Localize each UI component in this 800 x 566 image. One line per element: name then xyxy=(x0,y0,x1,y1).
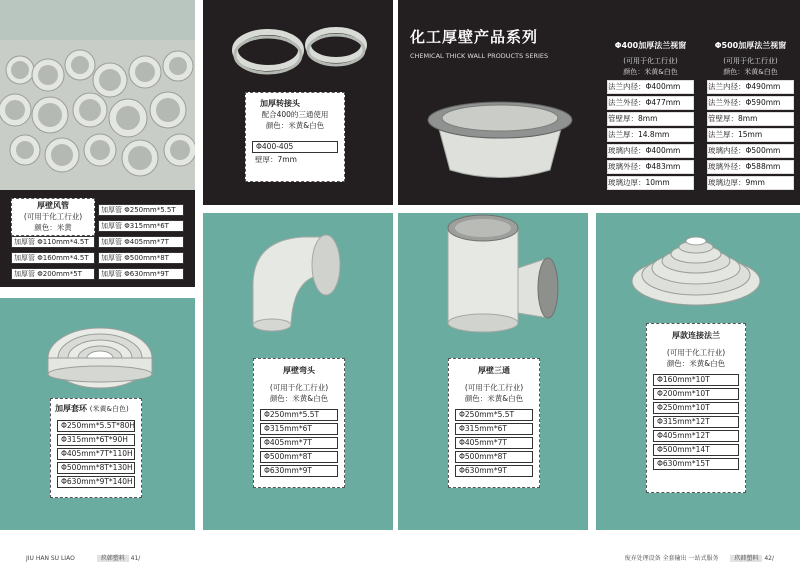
tee-color: 颜色：米黄&白色 xyxy=(464,394,524,403)
flange-stack-illustration xyxy=(626,223,766,313)
adapter-color: 颜色：米黄&白色 xyxy=(265,121,325,130)
duct-item: 加厚管 Φ160mm*4.5T xyxy=(11,252,95,264)
duct-item: 加厚管 Φ630mm*9T xyxy=(98,268,184,280)
duct-title: 厚壁风管 xyxy=(37,201,69,210)
right-footer xyxy=(625,553,774,562)
ring-info-box xyxy=(50,398,142,498)
elbow-title: 厚壁弯头 xyxy=(283,366,315,375)
ring-spec-row: Φ405mm*7T*110H xyxy=(57,448,135,460)
window400-title: Φ400加厚法兰视窗 xyxy=(614,41,687,50)
elbow-spec-row: Φ500mm*8T xyxy=(260,451,338,463)
flange-color: 颜色：米黄&白色 xyxy=(666,359,726,368)
flange-spec-row: Φ315mm*12T xyxy=(653,416,739,428)
right-footer-slogan: 废弃处理设备 全套输出 一站式服务 xyxy=(624,555,719,562)
pipe-stack-photo xyxy=(0,0,195,190)
left-footer-page: 41/ xyxy=(130,555,141,562)
window500-spec-row: 法兰厚：15mm xyxy=(707,128,794,142)
tee-info-box xyxy=(448,358,540,488)
ring-spec-row: Φ250mm*5.5T*80H xyxy=(57,420,135,432)
right-footer-page: 42/ xyxy=(764,555,774,562)
flange-spec-row: Φ500mm*14T xyxy=(653,444,739,456)
adapter-spec-row: 壁厚：7mm xyxy=(252,155,338,167)
window500-spec-row: 玻璃外径：Φ588mm xyxy=(707,160,794,174)
right-footer-name: 玖韩塑料 xyxy=(730,555,762,562)
left-footer-brand: JIU HAN SU LIAO xyxy=(26,555,75,562)
window500-spec-row: 玻璃边厚：9mm xyxy=(707,176,794,190)
flange-spec-row: Φ200mm*10T xyxy=(653,388,739,400)
tee-title: 厚壁三通 xyxy=(478,366,510,375)
duct-color: 颜色：米黄 xyxy=(34,223,72,232)
ring-stack-illustration xyxy=(40,303,160,403)
adapter-panel xyxy=(203,0,393,205)
window400-spec-row: 玻璃边厚：10mm xyxy=(607,176,694,190)
flange-spec-row: Φ250mm*10T xyxy=(653,402,739,414)
window400-spec-row: 法兰厚：14.8mm xyxy=(607,128,694,142)
adapter-desc: 配合400的三通使用 xyxy=(261,110,329,119)
window500-color: 颜色：米黄&白色 xyxy=(723,68,778,76)
adapter-info-box xyxy=(245,92,345,182)
sight-window-illustration xyxy=(420,75,580,185)
duct-item: 加厚管 Φ500mm*8T xyxy=(98,252,184,264)
tee-spec-row: Φ405mm*7T xyxy=(455,437,533,449)
tee-spec-row: Φ630mm*9T xyxy=(455,465,533,477)
elbow-color: 颜色：米黄&白色 xyxy=(269,394,329,403)
flange-spec-row: Φ405mm*12T xyxy=(653,430,739,442)
tee-illustration xyxy=(433,213,563,343)
adapter-title: 加厚转接头 xyxy=(260,99,300,108)
elbow-illustration xyxy=(243,225,363,335)
window500-title: Φ500加厚法兰视窗 xyxy=(714,41,787,50)
duct-item: 加厚管 Φ110mm*4.5T xyxy=(11,236,95,248)
flange-panel xyxy=(596,213,800,530)
series-title-en: CHEMICAL THICK WALL PRODUCTS SERIES xyxy=(410,52,549,60)
flange-spec-row: Φ630mm*15T xyxy=(653,458,739,470)
window500-spec-row: 玻璃内径：Φ500mm xyxy=(707,144,794,158)
left-footer-name: 玖韩塑料 xyxy=(97,555,129,562)
left-footer xyxy=(26,553,140,562)
flange-info-box xyxy=(646,323,746,493)
window400-spec-row: 法兰内径：Φ400mm xyxy=(607,80,694,94)
duct-subtitle: (可用于化工行业) xyxy=(23,212,83,221)
window500-spec-row: 管壁厚：8mm xyxy=(707,112,794,126)
elbow-subtitle: (可用于化工行业) xyxy=(269,383,329,392)
window400-spec-row: 玻璃外径：Φ483mm xyxy=(607,160,694,174)
adapter-rings-illustration xyxy=(203,15,393,95)
tee-spec-row: Φ250mm*5.5T xyxy=(455,409,533,421)
window400-spec-row: 法兰外径：Φ477mm xyxy=(607,96,694,110)
window400-spec-row: 管壁厚：8mm xyxy=(607,112,694,126)
duct-item: 加厚管 Φ405mm*7T xyxy=(98,236,184,248)
series-panel xyxy=(398,0,800,205)
series-title-cn: 化工厚壁产品系列 xyxy=(410,28,539,46)
ring-spec-row: Φ315mm*6T*90H xyxy=(57,434,135,446)
flange-spec-row: Φ160mm*10T xyxy=(653,374,739,386)
ring-title-note: (米黄&白色) xyxy=(89,405,129,413)
pipe-stack-illustration xyxy=(0,0,195,190)
ring-title xyxy=(51,403,141,414)
elbow-spec-row: Φ630mm*9T xyxy=(260,465,338,477)
tee-spec-row: Φ315mm*6T xyxy=(455,423,533,435)
elbow-panel xyxy=(203,213,393,530)
tee-spec-row: Φ500mm*8T xyxy=(455,451,533,463)
ring-spec-row: Φ630mm*9T*140H xyxy=(57,476,135,488)
ring-panel xyxy=(0,298,195,530)
window500-subtitle: (可用于化工行业) xyxy=(723,57,778,65)
tee-panel xyxy=(398,213,588,530)
duct-item: 加厚管 Φ200mm*5T xyxy=(11,268,95,280)
flange-subtitle: (可用于化工行业) xyxy=(666,348,726,357)
duct-title-box xyxy=(11,198,95,236)
window500-spec-row: 法兰内径：Φ490mm xyxy=(707,80,794,94)
elbow-spec-row: Φ315mm*6T xyxy=(260,423,338,435)
duct-item: 加厚管 Φ315mm*6T xyxy=(98,220,184,232)
duct-info-box xyxy=(7,196,190,284)
window400-subtitle: (可用于化工行业) xyxy=(623,57,678,65)
ring-title-text: 加厚套环 xyxy=(55,404,87,413)
window400-spec-row: 玻璃内径：Φ400mm xyxy=(607,144,694,158)
window500-info xyxy=(703,40,798,200)
ring-spec-row: Φ500mm*8T*130H xyxy=(57,462,135,474)
flange-title: 厚款连接法兰 xyxy=(672,331,720,340)
elbow-spec-row: Φ250mm*5.5T xyxy=(260,409,338,421)
elbow-info-box xyxy=(253,358,345,488)
window400-info xyxy=(603,40,698,200)
adapter-spec-row: Φ400-405 xyxy=(252,141,338,153)
window500-spec-row: 法兰外径：Φ590mm xyxy=(707,96,794,110)
elbow-spec-row: Φ405mm*7T xyxy=(260,437,338,449)
window400-color: 颜色：米黄&白色 xyxy=(623,68,678,76)
tee-subtitle: (可用于化工行业) xyxy=(464,383,524,392)
duct-item: 加厚管 Φ250mm*5.5T xyxy=(98,204,184,216)
